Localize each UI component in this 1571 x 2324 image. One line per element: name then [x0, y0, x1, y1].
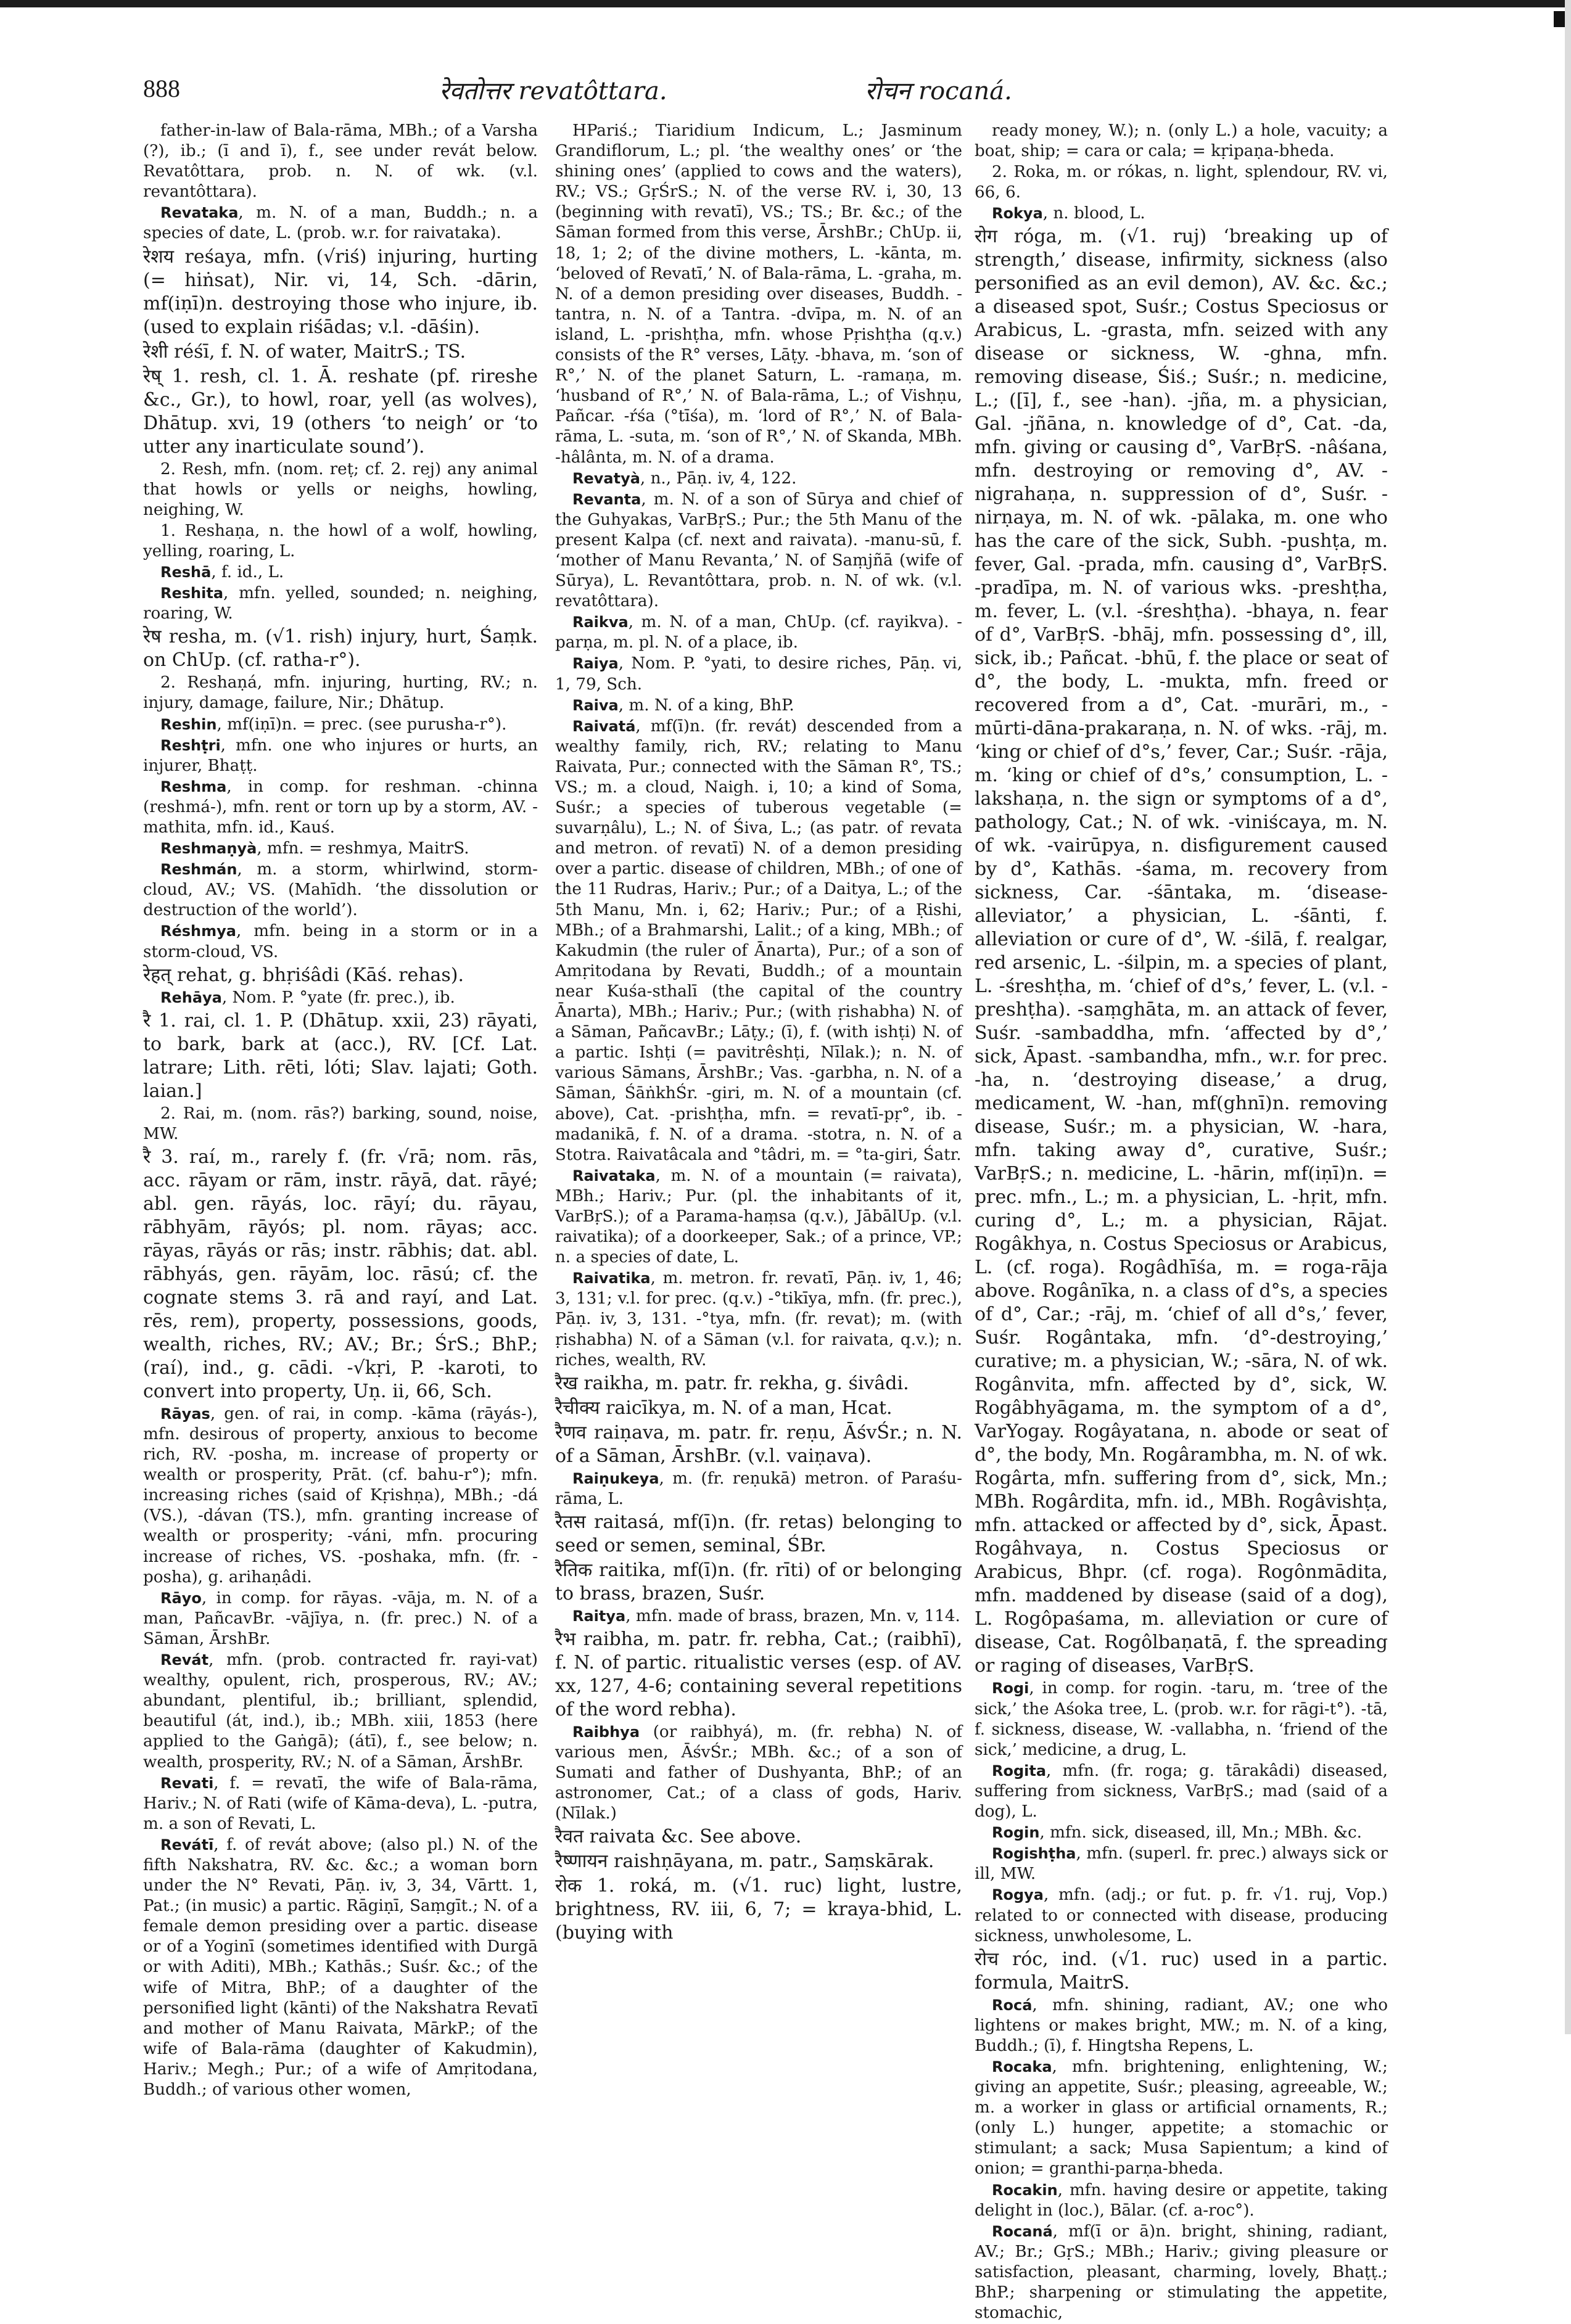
column-1: [143, 121, 538, 2101]
entry-text: , mfn. (prob. contracted fr. rayi-vat) wealthy, opulent, rich, prosperous, RV.; AV.; abundant, plentiful, ib.; brilliant, splendid, beautiful (át, ind.), ib.; MBh. xiii, 1853 (here applied to the Gaṅgā); (átī), f., see below; n. wealth, prosperity, RV.; N. of a Sāman, ĀrshBr.: [143, 1651, 538, 1772]
dictionary-entry: [143, 673, 538, 713]
entry-text: , n., Pāṇ. iv, 4, 122.: [640, 469, 797, 488]
entry-headword: Rogita: [992, 1762, 1047, 1780]
entry-text: , m. metron. fr. revatī, Pāṇ. iv, 1, 46; 3, 131; v.l. for prec. (q.v.) -°tikīya, mfn. (fr. prec.), Pāṇ. iv, 3, 131. -°tya, mfn. (fr. revat); m. (with ṛishabha) N. of a Sāman (v.l. for raivata, q.v.); n. riches, wealth, RV.: [555, 1269, 962, 1369]
entry-text: , mfn. one who injures or hurts, an injurer, Bhaṭṭ.: [143, 736, 538, 775]
entry-headword: Rocakin: [992, 2181, 1058, 2199]
dictionary-main-entry: [555, 1628, 962, 1722]
entry-text: , m. N. of a man, Buddh.; n. a species of date, L. (prob. w.r. for raivataka).: [143, 203, 538, 243]
entry-text: 2. Resh, mfn. (nom. reṭ; cf. 2. rej) any animal that howls or yells or neighs, howling, neighing, W.: [143, 459, 538, 519]
entry-headword: Raiya: [572, 655, 619, 673]
dictionary-entry: [555, 716, 962, 1165]
entry-text: रैष्णायन raishṇāyana, m. patr., Saṃskārak.: [555, 1850, 934, 1873]
dictionary-entry: [143, 860, 538, 921]
dictionary-entry: [143, 459, 538, 520]
dictionary-entry: [555, 1268, 962, 1370]
dictionary-entry: [143, 736, 538, 776]
entry-text: 2. Rai, m. (nom. rās?) barking, sound, noise, MW.: [143, 1104, 538, 1143]
entry-headword: Rocaná: [992, 2222, 1053, 2240]
entry-text: , mfn. sick, diseased, ill, Mn.; MBh. &c.: [1039, 1823, 1362, 1842]
entry-headword: Reshmaṇyà: [160, 840, 257, 858]
dictionary-main-entry: [143, 340, 538, 364]
dictionary-entry: [143, 1104, 538, 1144]
dictionary-main-entry: [555, 1397, 962, 1420]
entry-text: , mfn. = reshmya, MaitrS.: [257, 839, 469, 858]
entry-headword: Reshā: [160, 564, 212, 581]
entry-text: , mf(ī or ā)n. bright, shining, radiant, AV.; Br.; GṛS.; MBh.; Hariv.; giving pleasure or satisfaction, pleasant, charming, lovely, Bhaṭṭ.; BhP.; sharpening or stimulating the appetite, stomachic,: [975, 2222, 1388, 2323]
dictionary-entry: [555, 1166, 962, 1268]
dictionary-main-entry: [143, 1009, 538, 1103]
entry-text: रै 1. rai, cl. 1. P. (Dhātup. xxii, 23) rāyati, to bark, bark at (acc.), RV. [Cf. Lat. latrare; Lith. rēti, lóti; Slav. lajati; Goth. laian.]: [143, 1009, 538, 1102]
entry-headword: Reshita: [160, 585, 224, 602]
entry-headword: Rogin: [992, 1824, 1040, 1842]
entry-text: , m. N. of a man, ChUp. (cf. rayikva). -parṇa, m. pl. N. of a place, ib.: [555, 613, 962, 652]
entry-text: रोक 1. roká, m. (√1. ruc) light, lustre, brightness, RV. iii, 6, 7; = kraya-bhid, L. (buying with: [555, 1875, 962, 1944]
entry-text: रैभ raibha, m. patr. fr. rebha, Cat.; (raibhī), f. N. of partic. ritualistic verses (esp. of AV. xx, 127, 4-6; containing several repetitions of the word rebha).: [555, 1628, 962, 1720]
dictionary-entry: [143, 583, 538, 624]
dictionary-main-entry: [143, 365, 538, 459]
entry-text: रेष् 1. resh, cl. 1. Ā. reshate (pf. rireshe &c., Gr.), to howl, roar, yell (as wolves), Dhātup. xvi, 19 (others ‘to neigh’ or ‘to utter any inarticulate sound’).: [143, 365, 538, 458]
entry-headword: Revatyà: [572, 469, 640, 487]
entry-text: रोच róc, ind. (√1. ruc) used in a partic. formula, MaitrS.: [975, 1948, 1388, 1993]
entry-text: , gen. of rai, in comp. -kāma (rāyás-), mfn. desirous of property, anxious to become rich, RV. -posha, m. increase of property or wealth or prosperity, Prāt. (cf. bahu-r°); mfn. increasing riches (said of Kṛishṇa), MBh.; -dá (VS.), -dávan (TS.), mfn. granting increase of wealth or prosperity; -váni, mfn. procuring increase of riches, VS. -poshaka, mfn. (fr. -posha), g. arihaṇâdi.: [143, 1404, 538, 1587]
dictionary-entry: [975, 1885, 1388, 1946]
dictionary-main-entry: [975, 225, 1388, 1678]
entry-headword: Reshma: [160, 778, 227, 795]
dictionary-entry: [975, 1995, 1388, 2056]
entry-text: , mfn. brightening, enlightening, W.; giving an appetite, Suśr.; pleasing, agreeable, W.; m. a worker in glass or artificial ornaments, R.; (only L.) hunger, appetite; a stomachic or stimulant; a sack; Musa Sapientum; a kind of onion; = granthi-parṇa-bheda.: [975, 2057, 1388, 2178]
entry-text: रैतिक raitika, mf(ī)n. (fr. rīti) of or belonging to brass, brazen, Suśr.: [555, 1559, 962, 1604]
dictionary-main-entry: [143, 245, 538, 339]
entry-text: , mfn. (superl. fr. prec.) always sick or ill, MW.: [975, 1844, 1388, 1884]
entry-text: , mfn. shining, radiant, AV.; one who lightens or makes bright, MW.; m. N. of a king, Buddh.; (ī), f. Hingtsha Repens, L.: [975, 1995, 1388, 2055]
dictionary-main-entry: [555, 1874, 962, 1945]
entry-text: , mfn. being in a storm or in a storm-cloud, VS.: [143, 922, 538, 961]
dictionary-entry: [555, 654, 962, 694]
entry-headword: Réshmya: [160, 922, 236, 940]
entry-text: , m. N. of a son of Sūrya and chief of the Guhyakas, VarBṛS.; Pur.; the 5th Manu of the present Kalpa (cf. next and raivata). -manu-sū, f. ‘mother of Manu Revanta,’ N. of Saṃjñā (wife of Sūrya), L. Revantôttara, prob. n. N. of wk. (v.l. revatôttara).: [555, 490, 962, 611]
dictionary-main-entry: [555, 1825, 962, 1849]
entry-headword: Revátī: [160, 1836, 214, 1854]
entry-text: रैवत raivata &c. See above.: [555, 1826, 802, 1848]
dictionary-entry: [975, 203, 1388, 224]
entry-text: , m. a storm, whirlwind, storm-cloud, AV.; VS. (Mahīdh. ‘the dissolution or destruction of the world’).: [143, 860, 538, 920]
dictionary-main-entry: [143, 625, 538, 672]
dictionary-entry: [975, 1823, 1388, 1843]
entry-text: रै 3. raí, m., rarely f. (fr. √rā; nom. rās, acc. rāyam or rām, instr. rāyā, dat. rāyé; abl. gen. rāyás, loc. rāyí; du. rāyau, rābhyām, rāyós; pl. nom. rāyas; acc. rāyas, rāyás or rās; instr. rābhis; dat. abl. rābhyás, gen. rāyām, loc. rāsú; cf. the cognate stems 3. rā and rayí, and Lat. rēs, rem), property, possessions, goods, wealth, riches, RV.; AV.; Br.; ŚrS.; BhP.; (raí), ind., g. cādi. -√kṛi, P. -karoti, to convert into property, Uṇ. ii, 66, Sch.: [143, 1146, 538, 1402]
entry-text: , f. = revatī, the wife of Bala-rāma, Hariv.; N. of Rati (wife of Kāma-deva), L. -putra, m. a son of Revati, L.: [143, 1773, 538, 1833]
entry-headword: Reshṭri: [160, 736, 221, 754]
entry-text: रैणव raiṇava, m. patr. fr. reṇu, ĀśvŚr.; n. N. of a Sāman, ĀrshBr. (v.l. vaiṇava).: [555, 1421, 962, 1467]
dictionary-entry: [555, 490, 962, 612]
entry-headword: Rogishṭha: [992, 1845, 1076, 1863]
entry-headword: Revataka: [160, 204, 239, 222]
entry-headword: Rokya: [992, 205, 1043, 223]
entry-text: , m. (fr. reṇukā) metron. of Paraśu-rāma, L.: [555, 1469, 962, 1508]
dictionary-entry: [975, 121, 1388, 162]
dictionary-entry: [555, 612, 962, 653]
dictionary-main-entry: [143, 964, 538, 987]
dictionary-entry: [143, 121, 538, 202]
entry-headword: Raibhya: [572, 1723, 640, 1741]
entry-text: HPariś.; Tiaridium Indicum, L.; Jasminum Grandiflorum, L.; pl. ‘the wealthy ones’ or ‘the shining ones’ (applied to cows and the waters), RV.; VS.; GṛŚrS.; N. of the verse RV. i, 30, 13 (beginning with revatī), VS.; TS.; Br. &c.; of the Sāman formed from this verse, ĀrshBr.; ChUp. ii, 18, 1; 2; of the divine mothers, L. -kānta, m. ‘beloved of Revatī,’ N. of Bala-rāma, L. -graha, m. N. of a demon presiding over diseases, Buddh. -tantra, n. N. of a Tantra. -dvīpa, m. N. of an island, L. -prishṭha, mfn. whose Pṛishṭha (q.v.) consists of the R° verses, Lāṭy. -bhava, m. ‘son of R°,’ N. of the planet Saturn, L. -ramaṇa, m. ‘husband of R°,’ N. of Bala-rāma, L.; of Vishṇu, Pañcar. -ŕśa (°tīśa), m. ‘lord of R°,’ N. of Bala-rāma, L. -suta, m. ‘son of R°,’ N. of Skanda, MBh. -hâlânta, m. N. of a drama.: [555, 121, 962, 467]
entry-headword: Rogi: [992, 1680, 1029, 1698]
entry-text: father-in-law of Bala-rāma, MBh.; of a Varsha (?), ib.; (ī and ī), f., see under revát below. Revatôttara, prob. n. N. of wk. (v.l. revantôttara).: [143, 121, 538, 202]
entry-text: , f. of revát above; (also pl.) N. of the fifth Nakshatra, RV. &c. &c.; a woman born under the N° Revati, Pāṇ. iv, 3, 34, Vārtt. 1, Pat.; (in music) a partic. Rāgiṇī, Saṃgīt.; N. of a female demon presiding over a partic. disease or of a Yoginī (sometimes identified with Durgā or with Aditi), MBh.; Kathās.; Suśr. &c.; of the wife of Mitra, BhP.; of a daughter of the personified light (kānti) of the Nakshatra Revatī and mother of Manu Raivata, MārkP.; of the wife of Bala-rāma (daughter of Kakudmin), Hariv.; Megh.; Pur.; of a wife of Amṛitodana, Buddh.; of various other women,: [143, 1835, 538, 2099]
dictionary-entry: [975, 1761, 1388, 1822]
entry-text: , in comp. for reshman. -chinna (reshmá-), mfn. rent or torn up by a storm, AV. -mathita, mfn. id., Kauś.: [143, 777, 538, 837]
dictionary-entry: [555, 1606, 962, 1627]
entry-headword: Rehāya: [160, 988, 222, 1006]
entry-text: , in comp. for rāyas. -vāja, m. N. of a man, PañcavBr. -vājīya, n. (fr. prec.) N. of a Sāman, ĀrshBr.: [143, 1588, 538, 1648]
entry-headword: Rāyas: [160, 1405, 210, 1423]
dictionary-entry: [143, 1404, 538, 1588]
dictionary-entry: [143, 1835, 538, 2100]
entry-text: रैख raikha, m. patr. fr. rekha, g. śivâdi.: [555, 1372, 909, 1394]
entry-headword: Revati: [160, 1774, 214, 1792]
entry-text: , n. blood, L.: [1042, 204, 1145, 223]
entry-headword: Raivatá: [572, 717, 636, 735]
running-head-left: रेवतोत्तर revatôttara.: [439, 77, 667, 105]
entry-text: 2. Roka, m. or rókas, n. light, splendour, RV. vi, 66, 6.: [975, 163, 1388, 202]
page-header: [143, 69, 1432, 118]
dictionary-main-entry: [143, 1146, 538, 1403]
dictionary-main-entry: [555, 1421, 962, 1468]
entry-headword: Revát: [160, 1651, 209, 1669]
entry-text: , mfn. yelled, sounded; n. neighing, roaring, W.: [143, 584, 538, 623]
dictionary-main-entry: [555, 1511, 962, 1558]
dictionary-entry: [555, 1722, 962, 1824]
dictionary-entry: [555, 696, 962, 716]
dictionary-entry: [143, 777, 538, 838]
entry-text: , m. N. of a king, BhP.: [618, 696, 794, 715]
entry-text: , mfn. (fr. roga; g. tārakâdi) diseased, suffering from sickness, VarBṛS.; mad (said of a dog), L.: [975, 1761, 1388, 1821]
dictionary-entry: [975, 162, 1388, 203]
dictionary-entry: [143, 1588, 538, 1649]
dictionary-entry: [555, 1469, 962, 1509]
entry-text: , f. id., L.: [211, 563, 284, 582]
dictionary-entry: [143, 1773, 538, 1834]
dictionary-entry: [975, 2057, 1388, 2180]
entry-text: , in comp. for rogin. -taru, m. ‘tree of the sick,’ the Aśoka tree, L. (prob. w.r. for rāgi-t°). -tā, f. sickness, disease, W. -vallabha, n. ‘friend of the sick,’ medicine, a drug, L.: [975, 1679, 1388, 1759]
entry-text: , m. N. of a mountain (= raivata), MBh.; Hariv.; Pur. (pl. the inhabitants of it, VarBṛS.); of a Parama-haṃsa (q.v.), JābālUp. (v.l. raivatika); of a doorkeeper, Sak.; of a prince, VP.; n. a species of date, L.: [555, 1166, 962, 1267]
column-2: [555, 121, 962, 1945]
entry-headword: Raivataka: [572, 1167, 656, 1185]
entry-text: , mfn. made of brass, brazen, Mn. v, 114.: [625, 1606, 960, 1625]
dictionary-entry: [555, 121, 962, 468]
dictionary-entry: [143, 1650, 538, 1773]
dictionary-entry: [975, 1678, 1388, 1760]
dictionary-entry: [143, 562, 538, 583]
entry-text: 1. Reshaṇa, n. the howl of a wolf, howling, yelling, roaring, L.: [143, 521, 538, 560]
entry-headword: Reshin: [160, 715, 217, 733]
entry-text: , mf(iṇī)n. = prec. (see purusha-r°).: [216, 715, 507, 734]
entry-text: रेहत् rehat, g. bhṛiśâdi (Kāś. rehas).: [143, 964, 464, 986]
entry-headword: Rogya: [992, 1886, 1044, 1904]
dictionary-main-entry: [555, 1372, 962, 1395]
dictionary-entry: [143, 715, 538, 735]
dictionary-entry: [143, 839, 538, 859]
entry-headword: Raikva: [572, 614, 629, 631]
entry-text: रैतस raitasá, mf(ī)n. (fr. retas) belonging to seed or semen, seminal, ŚBr.: [555, 1511, 962, 1556]
dictionary-entry: [975, 2222, 1388, 2323]
entry-headword: Raiva: [572, 696, 619, 714]
entry-headword: Raivatika: [572, 1270, 651, 1287]
entry-text: रेष resha, m. (√1. rish) injury, hurt, Śaṃk. on ChUp. (cf. ratha-r°).: [143, 626, 538, 671]
dictionary-entry: [975, 1844, 1388, 1884]
entry-headword: Rāyo: [160, 1589, 202, 1607]
page-number: 888: [143, 75, 180, 102]
entry-headword: Rocaka: [992, 2058, 1052, 2076]
entry-text: रैचीक्य raicīkya, m. N. of a man, Hcat.: [555, 1397, 893, 1419]
dictionary-entry: [143, 203, 538, 244]
entry-text: , mf(ī)n. (fr. revát) descended from a wealthy family, rich, RV.; relating to Manu Raivata, Pur.; connected with the Sāman R°, TS.; VS.; m. a cloud, Naigh. i, 10; a kind of Soma, Suśr.; a species of tuberous vegetable (= suvarṇâlu), L.; N. of Śiva, L.; (as patr. of revata and metron. of revatī) N. of a demon presiding over a partic. disease of children, MBh.; of one of the 11 Rudras, Hariv.; Pur.; of a Daitya, L.; of the 5th Manu, Mn. i, 62; Hariv.; Pur.; of a Ṛishi, MBh.; of a Brahmarshi, Lalit.; of a king, MBh.; of Kakudmin (the ruler of Ānarta), Pur.; of a son of Amṛitodana by Revati, Buddh.; of a mountain near Kuśa-sthalī (the capital of the country Ānarta), MBh.; Hariv.; Pur.; (with ṛishabha) N. of a Sāman, PañcavBr.; Lāṭy.; (ī), f. (with ishṭi) N. of a partic. Ishṭi (= pavitrêshṭi, Nīlak.); n. N. of various Sāmans, ĀrshBr.; Vas. -garbha, n. N. of a Sāman, ŚāṅkhŚr. -giri, m. N. of a mountain (cf. above), Cat. -prishṭha, mfn. = revatī-pṛ°, ib. -madanikā, f. N. of a drama. -stotra, n. N. of a Stotra. Raivatâcala and °tâdri, m. = °ta-giri, Śatr.: [555, 716, 962, 1164]
dictionary-entry: [143, 521, 538, 562]
entry-headword: Raitya: [572, 1607, 626, 1625]
entry-headword: Reshmán: [160, 861, 237, 879]
column-3: [975, 121, 1388, 2324]
dictionary-main-entry: [555, 1559, 962, 1606]
entry-headword: Raiṇukeya: [572, 1469, 659, 1487]
scan-corner-mark: [1554, 11, 1565, 27]
entry-text: , mfn. (adj.; or fut. p. fr. √1. ruj, Vop.) related to or connected with disease, producing sickness, unwholesome, L.: [975, 1886, 1388, 1945]
running-head-right: रोचन rocaná.: [865, 77, 1012, 105]
dictionary-entry: [555, 469, 962, 489]
dictionary-entry: [143, 921, 538, 962]
entry-text: ready money, W.); n. (only L.) a hole, vacuity; a boat, ship; = cara or cala; = kṛipaṇa-bheda.: [975, 121, 1388, 161]
entry-text: , Nom. P. °yate (fr. prec.), ib.: [221, 988, 455, 1007]
scan-top-edge: [0, 0, 1571, 7]
dictionary-main-entry: [975, 1948, 1388, 1995]
entry-text: , mfn. having desire or appetite, taking delight in (loc.), Bālar. (cf. a-roc°).: [975, 2180, 1388, 2220]
entry-headword: Rocá: [992, 1996, 1033, 2014]
scan-right-edge: [1565, 0, 1571, 2034]
dictionary-entry: [143, 988, 538, 1008]
entry-text: रोग róga, m. (√1. ruj) ‘breaking up of strength,’ disease, infirmity, sickness (also personified as an evil demon), AV. &c. &c.; a diseased spot, Suśr.; Costus Speciosus or Arabicus, L. -grasta, mfn. seized with any disease or sickness, W. -ghna, mfn. removing disease, Śiś.; Suśr.; n. medicine, L.; ([ī], f., see -han). -jña, m. a physician, Gal. -jñāna, n. knowledge of d°, Cat. -da, mfn. giving or causing d°, VarBṛS. -nâśana, mfn. destroying or removing d°, AV. -nigrahaṇa, n. suppression of d°, Suśr. -nirṇaya, m. N. of wk. -pālaka, m. one who has the care of the sick, Subh. -pushṭa, m. fever, Gal. -prada, mfn. causing d°, VarBṛS. -pradīpa, m. N. of various wks. -preshṭha, m. fever, L. (v.l. -śreshṭha). -bhaya, n. fear of d°, VarBṛS. -bhāj, mfn. possessing d°, ill, sick, ib.; Pañcat. -bhū, f. the place or seat of d°, the body, L. -mukta, mfn. freed or recovered from a d°, Cat. -murāri, m., -mūrti-dāna-prakaraṇa, n. N. of wks. -rāj, m. ‘king or chief of d°s,’ fever, Car.; Suśr. -rāja, m. ‘king or chief of d°s,’ consumption, L. -lakshaṇa, n. the sign or symptoms of a d°, pathology, Cat.; N. of wk. -viniścaya, m. N. of wk. -vairūpya, n. disfigurement caused by d°, Kathās. -śama, m. recovery from sickness, Car. -śāntaka, m. ‘disease-alleviator,’ a physician, L. -śānti, f. alleviation or cure of d°, W. -śilā, f. realgar, red arsenic, L. -śilpin, m. a species of plant, L. -śreshṭha, m. ‘chief of d°s,’ fever, L. (v.l. -preshṭha). -saṃghāta, m. an attack of fever, Suśr. -sambaddha, mfn. ‘affected by d°,’ sick, Āpast. -sambandha, mfn., w.r. for prec. -ha, n. ‘destroying disease,’ a drug, medicament, W. -han, mf(ghnī)n. removing disease, Suśr.; m. a physician, W. -hara, mfn. taking away d°, curative, Suśr.; VarBṛS.; n. medicine, L. -hārin, mf(iṇī)n. = prec. mfn., L.; m. a physician, L. -hṛit, mfn. curing d°, L.; m. a physician, Rājat. Rogâkhya, n. Costus Speciosus or Arabicus, L. (cf. roga). Rogâdhīśa, m. = roga-rāja above. Rogânīka, n. a class of d°s, a species of d°, Car.; -rāj, m. ‘chief of all d°s,’ fever, Suśr. Rogântaka, mfn. ‘d°-destroying,’ curative; m. a physician, W.; -sāra, N. of wk. Rogânvita, mfn. affected by d°, sick, W. Rogâbhyāgama, m. the symptom of a d°, VarYogay. Rogâyatana, n. abode or seat of d°, the body, Mn. Rogârambha, m. N. of wk. Rogârta, mfn. suffering from d°, sick, Mn.; MBh. Rogârdita, mfn. id., MBh. Rogâvishṭa, mfn. attacked or affected by d°, sick, Āpast. Rogâhvaya, n. Costus Speciosus or Arabicus, Bhpr. (cf. roga). Rogônmādita, mfn. maddened by disease (said of a dog), L. Rogôpaśama, m. alleviation or cure of disease, Cat. Rogôlbaṇatā, f. the spreading or raging of diseases, VarBṛS.: [975, 226, 1388, 1677]
entry-text: रेशय reśaya, mfn. (√riś) injuring, hurting (= hiṅsat), Nir. vi, 14, Sch. -dārin, mf(iṇī)n. destroying those who injure, ib. (used to explain riśādas; v.l. -dāśin).: [143, 245, 538, 338]
entry-text: , Nom. P. °yati, to desire riches, Pāṇ. vi, 1, 79, Sch.: [555, 654, 962, 694]
entry-text: रेशी réśī, f. N. of water, MaitrS.; TS.: [143, 340, 466, 363]
entry-headword: Revanta: [572, 490, 641, 508]
dictionary-entry: [975, 2180, 1388, 2221]
entry-text: 2. Reshaṇá, mfn. injuring, hurting, RV.; n. injury, damage, failure, Nir.; Dhātup.: [143, 673, 538, 713]
dictionary-main-entry: [555, 1850, 962, 1873]
entry-text: (or raibhyá), m. (fr. rebha) N. of various men, ĀśvŚr.; MBh. &c.; of a son of Sumati and father of Dushyanta, BhP.; of an astronomer, Cat.; of a class of gods, Hariv. (Nīlak.): [555, 1723, 962, 1823]
